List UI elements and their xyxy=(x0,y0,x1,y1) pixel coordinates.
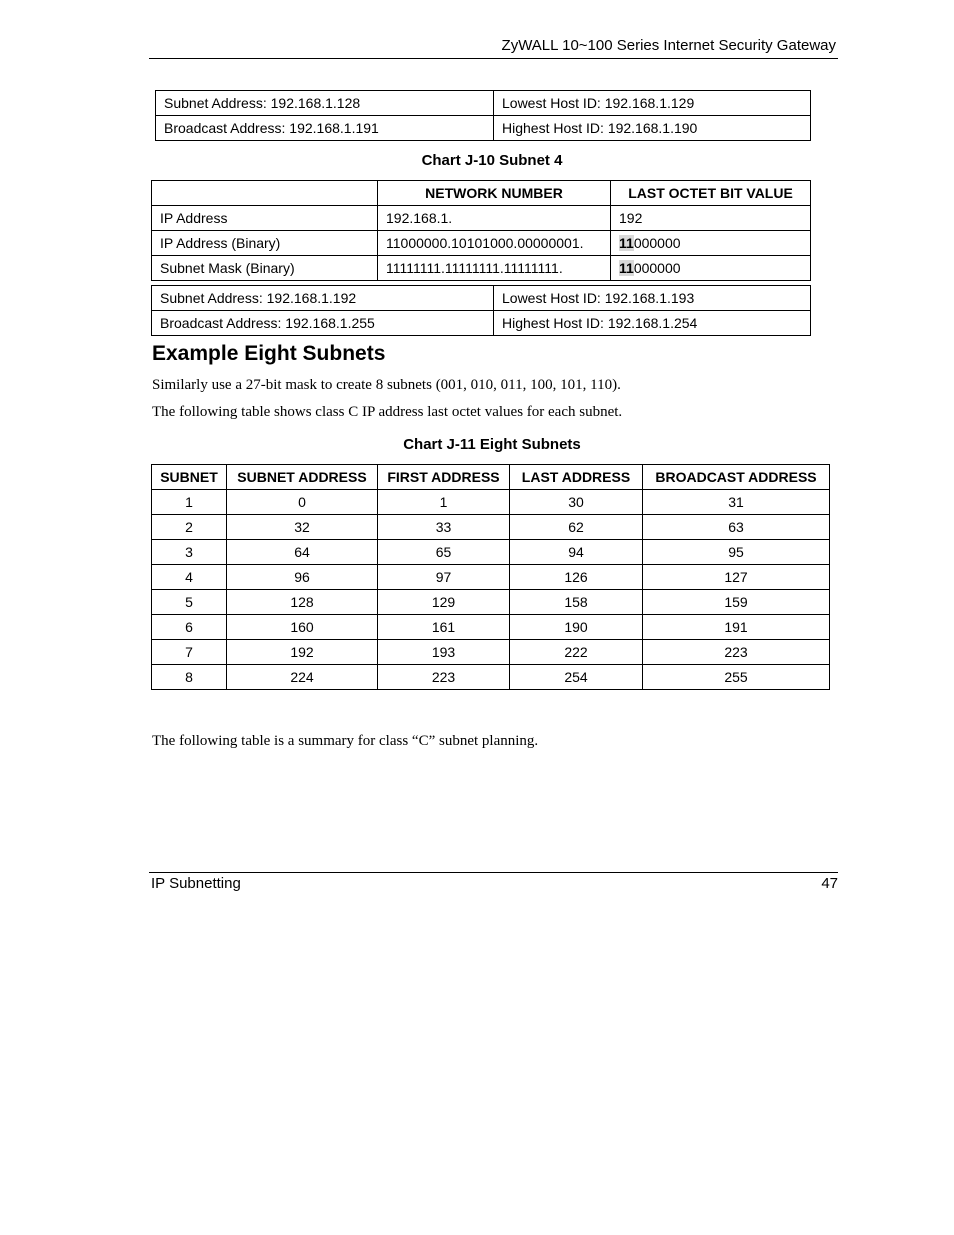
column-header: SUBNET ADDRESS xyxy=(227,465,378,490)
remaining-bits: 000000 xyxy=(633,235,681,251)
table-row xyxy=(152,286,811,311)
table-cell: 160 xyxy=(227,615,378,640)
page-number: 47 xyxy=(821,875,838,892)
highlighted-bits: 11 xyxy=(619,260,634,276)
table-cell: 127 xyxy=(643,565,830,590)
table-cell: Broadcast Address: 192.168.1.255 xyxy=(152,311,494,336)
table-cell: 255 xyxy=(643,665,830,690)
remaining-bits: 000000 xyxy=(633,260,681,276)
table-row xyxy=(152,665,830,690)
table-row xyxy=(152,565,830,590)
table-cell: 1 xyxy=(378,490,510,515)
table-cell: 222 xyxy=(510,640,643,665)
row-label: IP Address (Binary) xyxy=(152,231,378,256)
table-cell: 128 xyxy=(227,590,378,615)
chart-j11-caption: Chart J-11 Eight Subnets xyxy=(403,436,581,453)
table-cell: 1 xyxy=(152,490,227,515)
chart-j10-address-table xyxy=(151,285,811,336)
table-cell: Broadcast Address: 192.168.1.191 xyxy=(156,116,494,141)
table-cell: Highest Host ID: 192.168.1.254 xyxy=(494,311,811,336)
table-cell: 63 xyxy=(643,515,830,540)
table-cell: 161 xyxy=(378,615,510,640)
footer-rule xyxy=(149,872,838,873)
chart-j10-caption: Chart J-10 Subnet 4 xyxy=(421,152,563,169)
table-cell: 223 xyxy=(643,640,830,665)
table-row xyxy=(152,540,830,565)
row-label: Subnet Mask (Binary) xyxy=(152,256,378,281)
table-cell: 64 xyxy=(227,540,378,565)
running-header: ZyWALL 10~100 Series Internet Security Gateway xyxy=(501,37,836,54)
table-header-row xyxy=(152,181,811,206)
highlighted-bits: 11 xyxy=(619,235,634,251)
table-cell: 3 xyxy=(152,540,227,565)
table-cell: 158 xyxy=(510,590,643,615)
table-cell: 62 xyxy=(510,515,643,540)
table-cell: Subnet Address: 192.168.1.192 xyxy=(152,286,494,311)
table-row xyxy=(152,640,830,665)
footer-section-title: IP Subnetting xyxy=(151,875,241,892)
network-number-cell: 192.168.1. xyxy=(378,206,611,231)
table-row xyxy=(156,91,811,116)
table-cell: 33 xyxy=(378,515,510,540)
table-cell: Highest Host ID: 192.168.1.190 xyxy=(494,116,811,141)
table-cell: 223 xyxy=(378,665,510,690)
column-header: SUBNET xyxy=(152,465,227,490)
table-cell: 94 xyxy=(510,540,643,565)
last-octet-cell xyxy=(611,206,811,231)
table-cell: 31 xyxy=(643,490,830,515)
table-cell: Lowest Host ID: 192.168.1.129 xyxy=(494,91,811,116)
column-header: FIRST ADDRESS xyxy=(378,465,510,490)
chart-j10-table xyxy=(151,180,811,281)
column-header: LAST OCTET BIT VALUE xyxy=(611,181,811,206)
table-row xyxy=(152,615,830,640)
table-cell: Subnet Address: 192.168.1.128 xyxy=(156,91,494,116)
section-heading: Example Eight Subnets xyxy=(152,342,386,365)
last-octet-cell xyxy=(611,256,811,281)
table-cell: 191 xyxy=(643,615,830,640)
table-cell: 254 xyxy=(510,665,643,690)
table-cell: 159 xyxy=(643,590,830,615)
table-cell: 95 xyxy=(643,540,830,565)
table-cell: 65 xyxy=(378,540,510,565)
column-header xyxy=(152,181,378,206)
table-cell: Lowest Host ID: 192.168.1.193 xyxy=(494,286,811,311)
network-number-cell: 11000000.10101000.00000001. xyxy=(378,231,611,256)
table-header-row xyxy=(152,465,830,490)
table-cell: 224 xyxy=(227,665,378,690)
column-header: BROADCAST ADDRESS xyxy=(643,465,830,490)
table-row xyxy=(152,490,830,515)
remaining-bits: 192 xyxy=(619,210,643,226)
table-cell: 190 xyxy=(510,615,643,640)
subnet-3-address-table xyxy=(155,90,811,141)
table-cell: 96 xyxy=(227,565,378,590)
header-rule xyxy=(149,58,838,59)
table-cell: 32 xyxy=(227,515,378,540)
column-header: NETWORK NUMBER xyxy=(378,181,611,206)
table-cell: 2 xyxy=(152,515,227,540)
body-paragraph: The following table shows class C IP address last octet values for each subnet. xyxy=(152,404,623,420)
table-row xyxy=(156,116,811,141)
table-cell: 126 xyxy=(510,565,643,590)
closing-paragraph: The following table is a summary for class “C” subnet planning. xyxy=(152,733,539,749)
last-octet-cell xyxy=(611,231,811,256)
table-row xyxy=(152,590,830,615)
column-header: LAST ADDRESS xyxy=(510,465,643,490)
table-cell: 97 xyxy=(378,565,510,590)
table-cell: 6 xyxy=(152,615,227,640)
table-row xyxy=(152,206,811,231)
table-cell: 129 xyxy=(378,590,510,615)
table-row xyxy=(152,256,811,281)
table-row xyxy=(152,515,830,540)
table-cell: 192 xyxy=(227,640,378,665)
table-row xyxy=(152,231,811,256)
table-cell: 193 xyxy=(378,640,510,665)
table-cell: 7 xyxy=(152,640,227,665)
table-cell: 4 xyxy=(152,565,227,590)
table-cell: 5 xyxy=(152,590,227,615)
network-number-cell: 11111111.11111111.11111111. xyxy=(378,256,611,281)
table-cell: 0 xyxy=(227,490,378,515)
chart-j11-table xyxy=(151,464,830,690)
row-label: IP Address xyxy=(152,206,378,231)
table-cell: 8 xyxy=(152,665,227,690)
body-paragraph: Similarly use a 27-bit mask to create 8 subnets (001, 010, 011, 100, 101, 110). xyxy=(152,377,621,393)
table-row xyxy=(152,311,811,336)
table-cell: 30 xyxy=(510,490,643,515)
